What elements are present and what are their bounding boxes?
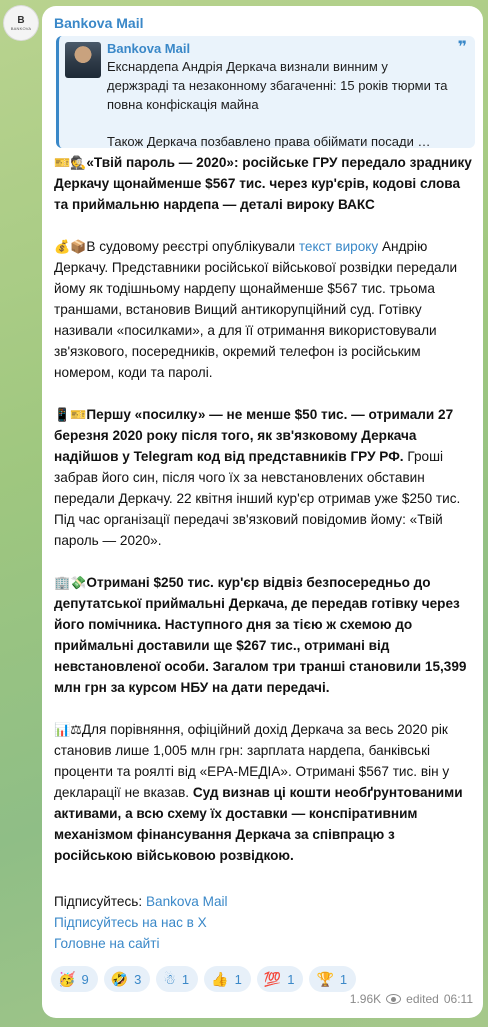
avatar-mark: B (17, 14, 25, 26)
paragraph-2-text-b: Андрію Деркачу. Представники російської військової розвідки передали йому як тодішньому нардепу щонайменше $567 тис. трьома траншами, встановив Вищий антикорупційний суд. Готівку називали «посилками», а для її отримання використовували зв'язкового, посередників, окремий телефон із російським номером, коди та паролі. (54, 239, 458, 380)
quote-mark-icon: ❞ (457, 39, 467, 56)
quote-thumbnail (65, 42, 101, 78)
paragraph-5-text: Для порівняння, офіційний дохід Деркача за весь 2020 рік становив лише 1,005 млн грн: зарплата нардепа, банківські проценти та роялті від «ЕРА-МЕДІА». Отримані $567 тис. він у декларації не вказав. (54, 722, 450, 800)
quote-text-second: Також Деркача позбавлено права обіймати посади … (107, 134, 431, 148)
message-text (54, 152, 473, 954)
reaction-hundred[interactable] (257, 966, 304, 992)
hundred-points-icon: 💯 (263, 971, 282, 987)
paragraph-3-bold: Першу «посилку» — не менше $50 тис. — отримали 27 березня 2020 року після того, як зв'язковому Деркача надійшов у Telegram код від представників ГРУ РФ. (54, 407, 454, 464)
reaction-count: 3 (134, 971, 142, 987)
reaction-snowman[interactable] (156, 966, 198, 992)
subscribe-x-link[interactable]: Підписуйтесь на нас в X (54, 915, 207, 930)
paragraph-1 (54, 152, 473, 215)
paragraph-5-bold: Суд визнав ці кошти необґрунтованими активами, а всю схему їх доставки — конспіративним механізмом фінансування Деркача за співпрацю з російською військовою розвідкою. (54, 785, 463, 863)
paragraph-3-text: Гроші забрав його син, після чого їх за невстановлених обставин передали Деркачу. 22 квітня інший кур'єр отримав уже $250 тис. Під час організації передачі зв'язковий повідомив йому: «Твій пароль — 2020». (54, 449, 461, 548)
party-face-icon: 🥳 (58, 971, 76, 987)
message-bubble (42, 6, 483, 1018)
reactions-bar (51, 966, 473, 992)
reaction-count: 1 (234, 971, 242, 987)
quote-text: Екснардепа Андрія Деркача визнали винним у держзраді та незаконному збагаченні: 15 років тюрми та повна конфіскація майна (107, 59, 448, 112)
forwarded-quote[interactable] (56, 36, 475, 148)
channel-avatar[interactable] (4, 6, 38, 40)
phone-ticket-emoji: 📱🎫 (54, 407, 87, 422)
office-money-emoji: 🏢💸 (54, 575, 87, 590)
message-meta (350, 992, 473, 1006)
paragraph-4 (54, 572, 473, 698)
snowman-icon: ☃ (163, 971, 176, 987)
moneybag-box-emoji: 💰📦 (54, 239, 87, 254)
thumbs-up-icon: 👍 (211, 971, 229, 987)
paragraph-3 (54, 404, 473, 551)
paragraph-1-bold: «Твій пароль — 2020»: російське ГРУ передало зраднику Деркачу щонайменше $567 тис. через кур'єрів, кодові слова та приймальню нардепа — деталі вироку ВАКС (54, 155, 472, 212)
channel-name[interactable]: Bankova Mail (54, 15, 144, 31)
quote-title: Bankova Mail (107, 41, 191, 56)
verdict-text-link[interactable]: текст вироку (298, 239, 379, 254)
view-count: 1.96K (349, 992, 382, 1006)
reaction-count: 1 (339, 971, 348, 987)
paragraph-5 (54, 719, 473, 866)
trophy-icon: 🏆 (316, 971, 334, 987)
avatar-label: BANKOVA (10, 25, 32, 31)
reaction-trophy[interactable] (309, 966, 356, 992)
paragraph-2 (54, 236, 473, 383)
message-time: 06:11 (443, 992, 473, 1006)
paragraph-4-bold: Отримані $250 тис. кур'єр відвіз безпосередньо до депутатської приймальні Деркача, де передав готівку через його помічника. Наступного дня за тією ж схемою до приймальні доставили ще $267 тис., отримані від невстановленої особи. Загалом три транші становили 15,399 млн грн за курсом НБУ на дати передачі. (54, 575, 467, 695)
laughing-face-icon: 🤣 (110, 971, 129, 987)
edited-label: edited (406, 992, 439, 1006)
reaction-party[interactable] (51, 966, 98, 992)
chart-scales-emoji: 📊⚖ (54, 722, 82, 737)
reaction-laugh[interactable] (104, 966, 151, 992)
reaction-count: 1 (181, 971, 190, 987)
subscribe-prefix: Підписуйтесь: (54, 894, 146, 909)
paragraph-2-text-a: В судовому реєстрі опублікували (86, 239, 299, 254)
reaction-count: 1 (287, 971, 295, 987)
ticket-spy-emoji: 🎫🕵 (54, 155, 87, 170)
eye-icon (386, 994, 401, 1004)
reaction-count: 9 (81, 971, 89, 987)
subscribe-channel-link[interactable]: Bankova Mail (145, 894, 228, 909)
subscribe-line (54, 891, 473, 912)
main-on-site-link[interactable]: Головне на сайті (54, 936, 160, 951)
reaction-thumbs-up[interactable] (204, 966, 251, 992)
